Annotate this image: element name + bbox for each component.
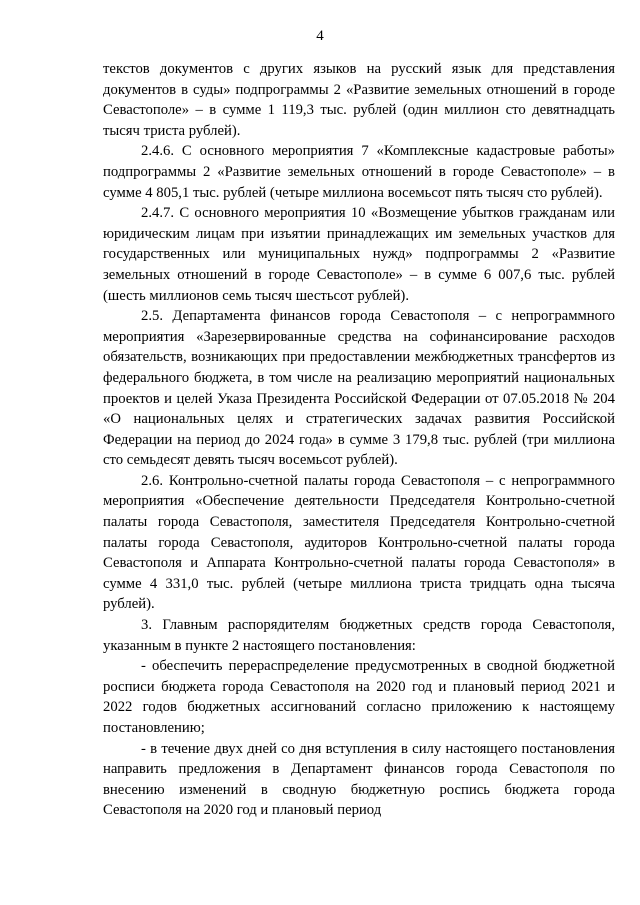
list-item-ensure: - обеспечить перераспределение предусмотренных в сводной бюджетной росписи бюджета города Севастополя на 2020 год и плановый период 2021 и 2022 годов бюджетных ассигнований согласно приложению к настоящему постановлению; xyxy=(103,658,615,736)
page-number: 4 xyxy=(316,28,324,44)
paragraph-2-4-7: 2.4.7. С основного мероприятия 10 «Возмещение убытков гражданам или юридическим лицам при изъятии принадлежащих им земельных участков для государственных или муниципальных нужд» подпрограммы 2 «Развитие земельных отношений в городе Севастополе» – в сумме 6 007,6 тыс. рублей (шесть миллионов семь тысяч шестьсот рублей). xyxy=(103,205,615,304)
paragraph-2-4-6: 2.4.6. С основного мероприятия 7 «Комплексные кадастровые работы» подпрограммы 2 «Развитие земельных отношений в городе Севастополе» – в сумме 4 805,1 тыс. рублей (четыре миллиона восемьсот пять тысяч сто рублей). xyxy=(103,143,615,201)
paragraph-2-5: 2.5. Департамента финансов города Севастополя – с непрограммного мероприятия «Зарезервированные средства на софинансирование расходов обязательств, возникающих при предоставлении межбюджетных трансфертов из федерального бюджета, в том числе на реализацию мероприятий национальных проектов и целей Указа Президента Российской Федерации от 07.05.2018 № 204 «О национальных целях и стратегических задачах развития Российской Федерации на период до 2024 года» в сумме 3 179,8 тыс. рублей (три миллиона сто семьдесят девять тысяч восемьсот рублей). xyxy=(103,308,615,469)
paragraph-2-6: 2.6. Контрольно-счетной палаты города Севастополя – с непрограммного мероприятия «Обеспечение деятельности Председателя Контрольно-счетной палаты города Севастополя, заместителя Председателя Контрольно-счетной палаты города Севастополя, аудиторов Контрольно-счетной палаты города Севастополя и Аппарата Контрольно-счетной палаты города Севастополя» в сумме 4 331,0 тыс. рублей (четыре миллиона триста тридцать одна тысяча рублей). xyxy=(103,472,615,613)
list-item-submit: - в течение двух дней со дня вступления в силу настоящего постановления направить предложения в Департамент финансов города Севастополя по внесению изменений в сводную бюджетную роспись бюджета города Севастополя на 2020 год и плановый период xyxy=(103,740,615,819)
paragraph-3: 3. Главным распорядителям бюджетных средств города Севастополя, указанным в пункте 2 настоящего постановления: xyxy=(103,617,615,654)
paragraph-continuation: текстов документов с других языков на русский язык для представления документов в суды» подпрограммы 2 «Развитие земельных отношений в городе Севастополе» – в сумме 1 119,3 тыс. рублей (один миллион сто девятнадцать тысяч триста рублей). xyxy=(103,61,615,139)
document-body xyxy=(103,59,615,821)
